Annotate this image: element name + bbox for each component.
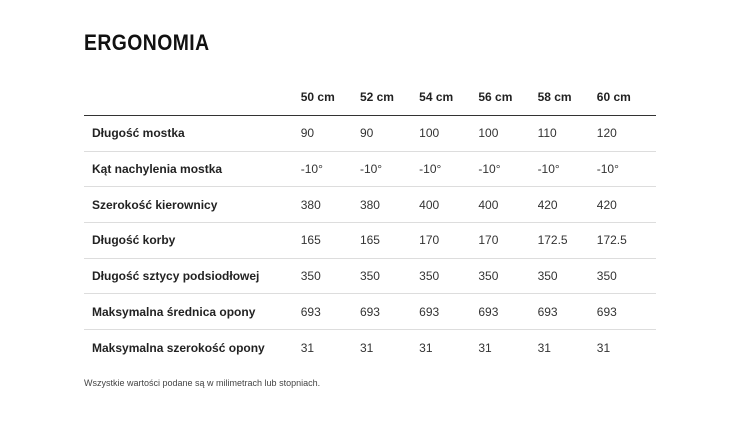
- cell-value: 350: [301, 258, 360, 294]
- cell-value: -10°: [360, 151, 419, 187]
- cell-value: -10°: [419, 151, 478, 187]
- table-header-corner: [84, 78, 301, 116]
- size-header: 56 cm: [478, 78, 537, 116]
- row-label: Maksymalna średnica opony: [84, 294, 301, 330]
- cell-value: 100: [478, 116, 537, 152]
- cell-value: 350: [419, 258, 478, 294]
- cell-value: 420: [597, 187, 656, 223]
- cell-value: 380: [301, 187, 360, 223]
- cell-value: 90: [360, 116, 419, 152]
- cell-value: 350: [478, 258, 537, 294]
- row-label: Kąt nachylenia mostka: [84, 151, 301, 187]
- row-label: Długość sztycy podsiodłowej: [84, 258, 301, 294]
- cell-value: 693: [597, 294, 656, 330]
- table-row: [84, 116, 656, 152]
- cell-value: -10°: [301, 151, 360, 187]
- table-row: [84, 294, 656, 330]
- cell-value: 31: [300, 340, 315, 355]
- footnote: Wszystkie wartości podane są w milimetrach lub stopniach.: [84, 378, 321, 388]
- row-label: Długość mostka: [84, 116, 301, 152]
- cell-value: 172.5: [538, 223, 597, 259]
- cell-value: 31: [359, 340, 374, 355]
- page-title: ERGONOMIA: [84, 30, 210, 55]
- cell-value: 31: [478, 340, 492, 355]
- cell-value: 350: [597, 258, 656, 294]
- cell-value: 100: [419, 116, 478, 152]
- size-header: 58 cm: [538, 78, 597, 116]
- cell-value: 172.5: [597, 223, 656, 259]
- cell-value: 31: [537, 340, 551, 355]
- table-row: [84, 151, 656, 187]
- table-header-row: [84, 78, 656, 116]
- geometry-table: [84, 78, 656, 365]
- cell-value: 165: [360, 223, 419, 259]
- cell-value: 693: [360, 294, 419, 330]
- cell-value: 693: [538, 294, 597, 330]
- cell-value: 31: [596, 340, 611, 355]
- cell-value: 110: [538, 116, 597, 152]
- table-row: [84, 187, 656, 223]
- cell-value: 350: [360, 258, 419, 294]
- cell-value: 165: [301, 223, 360, 259]
- cell-value: 170: [478, 223, 537, 259]
- cell-value: 350: [538, 258, 597, 294]
- cell-value: 693: [301, 294, 360, 330]
- cell-value: 693: [419, 294, 478, 330]
- cell-value: -10°: [538, 151, 597, 187]
- size-header: 50 cm: [301, 78, 360, 116]
- cell-value: -10°: [597, 151, 656, 187]
- cell-value: 693: [478, 294, 537, 330]
- cell-value: 31: [419, 340, 433, 355]
- row-label: Szerokość kierownicy: [84, 187, 301, 223]
- row-label: Maksymalna szerokość opony: [92, 340, 265, 355]
- table-row: [84, 330, 656, 366]
- cell-value: 400: [419, 187, 478, 223]
- table-row: [84, 258, 656, 294]
- table-row: [84, 223, 656, 259]
- cell-value: 420: [538, 187, 597, 223]
- cell-value: -10°: [478, 151, 537, 187]
- size-header: 52 cm: [360, 78, 419, 116]
- cell-value: 90: [301, 116, 360, 152]
- size-header: 60 cm: [597, 78, 656, 116]
- cell-value: 170: [419, 223, 478, 259]
- cell-value: 380: [360, 187, 419, 223]
- cell-value: 400: [478, 187, 537, 223]
- size-header: 54 cm: [419, 78, 478, 116]
- row-label: Długość korby: [84, 223, 301, 259]
- cell-value: 120: [597, 116, 656, 152]
